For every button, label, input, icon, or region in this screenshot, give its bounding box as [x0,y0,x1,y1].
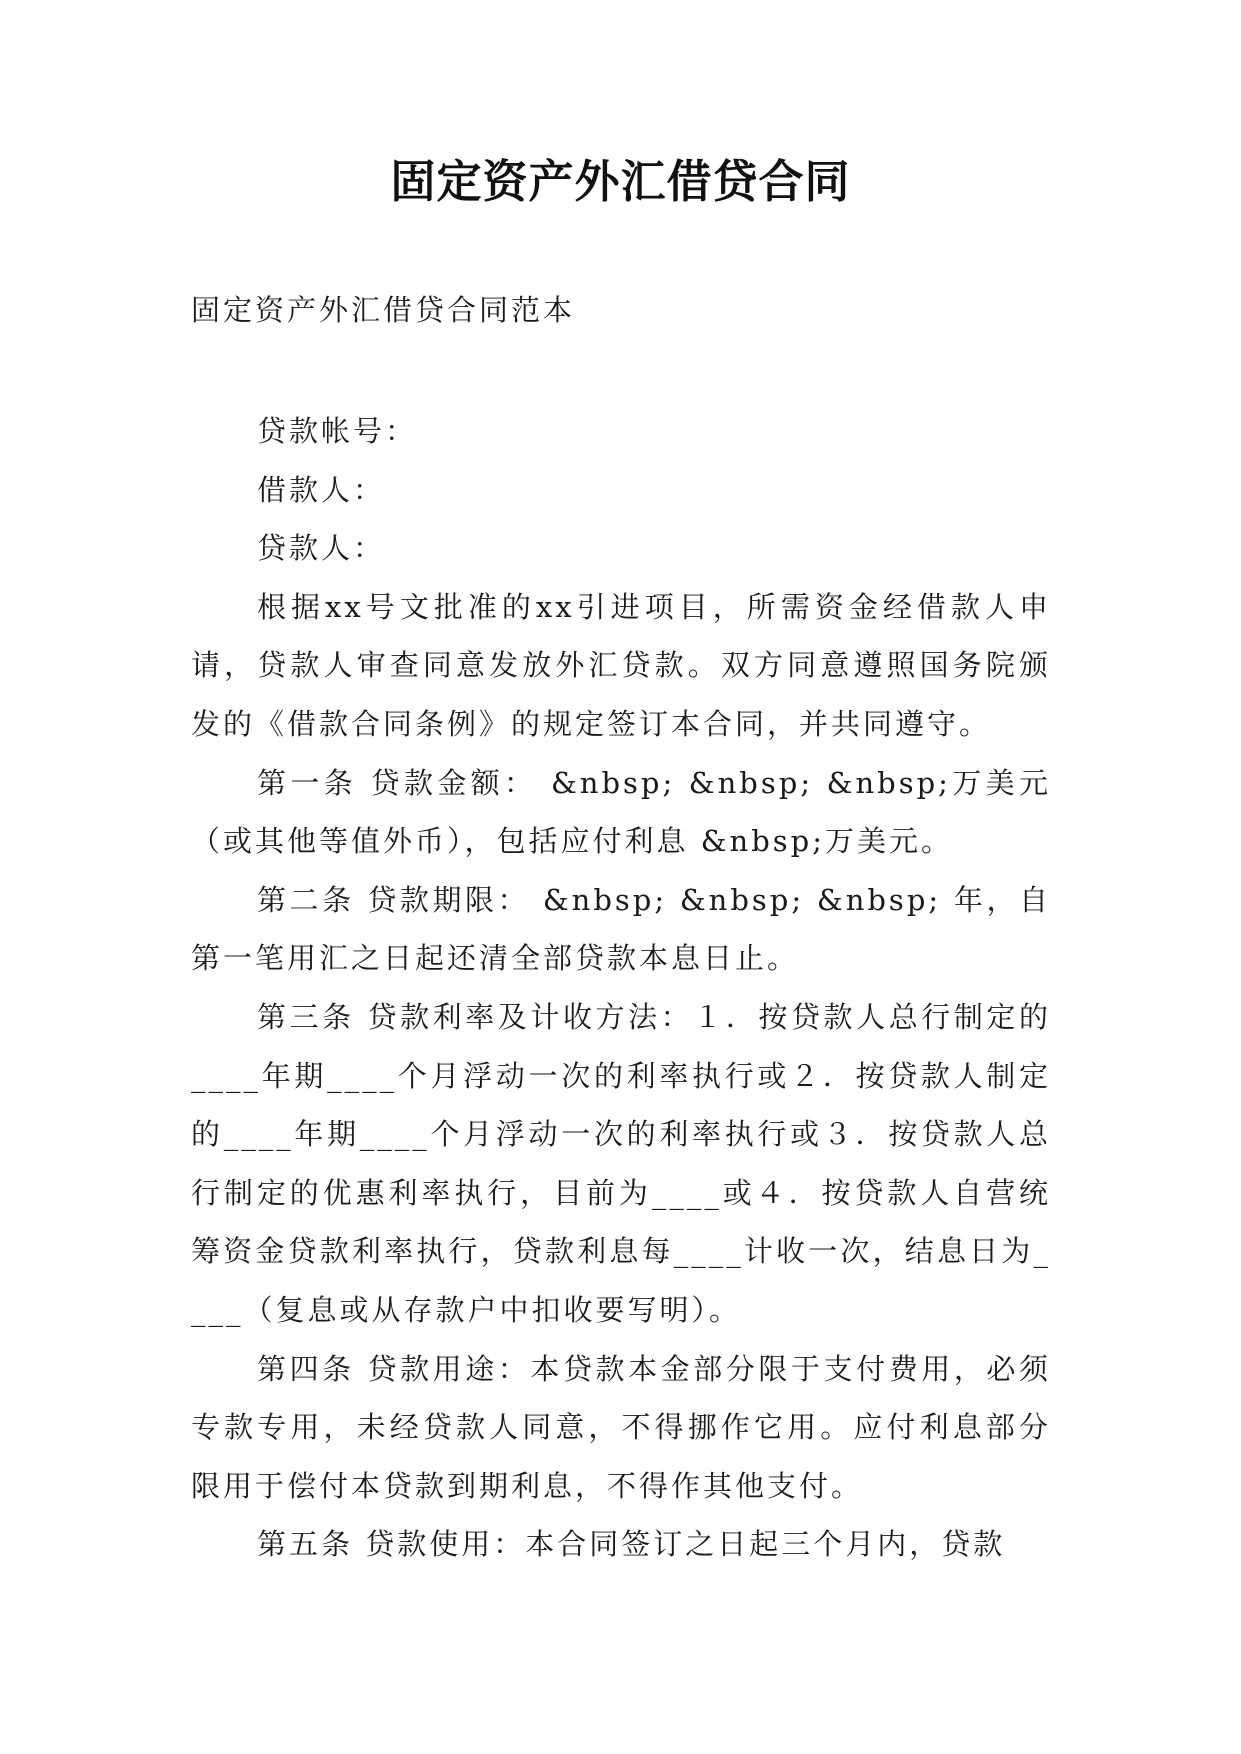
document-title: 固定资产外汇借贷合同 [390,155,851,208]
paragraph-borrower: 借款人： [257,472,386,507]
paragraph-article-4: 第四条 贷款用途：本贷款本金部分限于支付费用，必须专款专用，未经贷款人同意，不得挪作它用。应付利息部分限用于偿付本贷款到期利息，不得作其他支付。 [191,1351,1051,1503]
paragraph-article-5: 第五条 贷款使用：本合同签订之日起三个月内，贷款 [257,1527,1006,1562]
document-subtitle: 固定资产外汇借贷合同范本 [191,293,576,327]
paragraph-lender: 贷款人： [257,531,386,566]
paragraph-article-1: 第一条 贷款金额： &nbsp; &nbsp; &nbsp;万美元（或其他等值外币），包括应付利息 &nbsp;万美元。 [191,765,1051,859]
paragraph-article-2: 第二条 贷款期限： &nbsp; &nbsp; &nbsp; 年，自第一笔用汇之日起还清全部贷款本息日止。 [191,882,1051,976]
paragraph-loan-account: 贷款帐号： [257,414,418,448]
paragraph-article-3: 第三条 贷款利率及计收方法：１．按贷款人总行制定的____年期____个月浮动一次的利率执行或２．按贷款人制定的____年期____个月浮动一次的利率执行或３．按贷款人总行制定的优惠利率执行，目前为____或４．按贷款人自营统筹资金贷款利率执行，贷款利息每____计收一次，结息日为____（复息或从存款户中扣收要写明）。 [191,999,1051,1327]
document-body [191,402,1051,1574]
paragraph-preamble: 根据xx号文批准的xx引进项目，所需资金经借款人申请，贷款人审查同意发放外汇贷款。双方同意遵照国务院颁发的《借款合同条例》的规定签订本合同，并共同遵守。 [191,589,1051,741]
